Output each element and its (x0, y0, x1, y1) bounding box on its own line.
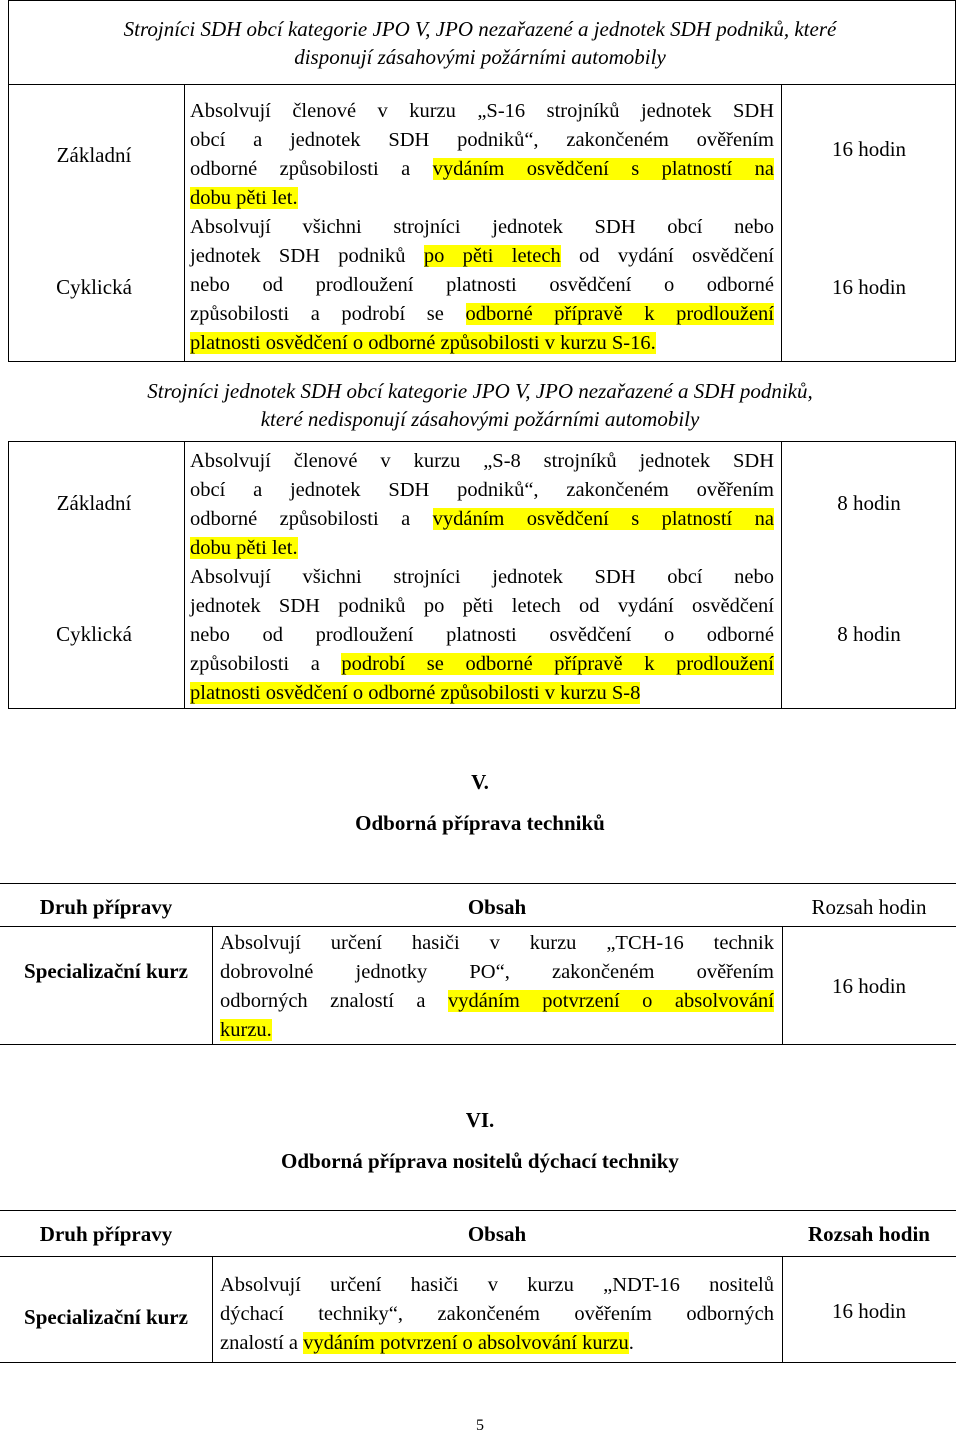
row-label: Specializační kurz (24, 959, 188, 983)
row-label: Specializační kurz (24, 1305, 188, 1329)
rule (781, 84, 782, 362)
row-label: Základní (56, 491, 132, 515)
content-text: Absolvují členové v kurzu „S-8 strojníků jednotek SDH obcí a jednotek SDH podniků“, zakončeném ověřením odborné způsobilosti a vydáním osvědčení s platností na dobu pěti let. Absolvují všichni strojníci jednotek SDH obcí nebo jednotek SDH podniků po pěti letech od vydání osvědčení nebo od prodloužení platnosti osvědčení o odborné způsobilosti a podrobí se odborné přípravě k prodloužení platnosti osvědčení o odborné způsobilosti v kurzu S-8 (190, 450, 774, 704)
section-title: disponují zásahovými požárními automobily (294, 45, 666, 69)
section-title: Strojníci jednotek SDH obcí kategorie JPO V, JPO nezařazené a SDH podniků, (147, 379, 813, 403)
rule (212, 926, 213, 1045)
hours-value: 16 hodin (831, 1299, 907, 1323)
rule (781, 441, 782, 709)
content-text: Absolvují určení hasiči v kurzu „TCH-16 technik dobrovolné jednotky PO“, zakončeném ověřením odborných znalostí a vydáním potvrzení o absolvování kurzu. (220, 932, 774, 1041)
content-text: Absolvují členové v kurzu „S-16 strojníků jednotek SDH obcí a jednotek SDH podniků“, zakončeném ověřením odborné způsobilosti a vydáním osvědčení s platností na dobu pěti let. Absolvují všichni strojníci jednotek SDH obcí nebo jednotek SDH podniků po pěti letech od vydání osvědčení nebo od prodloužení platnosti osvědčení o odborné způsobilosti a podrobí se odborné přípravě k prodloužení platnosti osvědčení o odborné způsobilosti v kurzu S-16. (190, 100, 774, 354)
section-title: které nedisponují zásahovými požárními automobily (260, 407, 700, 431)
hours-value: 16 hodin (831, 974, 907, 998)
rule (0, 1256, 956, 1257)
column-header: Rozsah hodin (811, 895, 927, 919)
section-number: V. (471, 770, 489, 794)
section-title: Strojníci SDH obcí kategorie JPO V, JPO nezařazené a jednotek SDH podniků, které (123, 17, 837, 41)
column-header: Rozsah hodin (808, 1222, 930, 1246)
hours-value: 8 hodin (837, 622, 901, 646)
rule (184, 84, 185, 362)
column-header: Druh přípravy (39, 895, 173, 919)
column-header: Obsah (467, 895, 527, 919)
row-label: Základní (56, 143, 132, 167)
row-label: Cyklická (56, 275, 132, 299)
section-number: VI. (465, 1108, 495, 1132)
rule (184, 441, 185, 709)
hours-value: 16 hodin (831, 275, 907, 299)
row-label: Cyklická (56, 622, 132, 646)
column-header: Obsah (467, 1222, 527, 1246)
hours-value: 16 hodin (831, 137, 907, 161)
section-heading: Odborná příprava nositelů dýchací techniky (281, 1149, 679, 1173)
hours-value: 8 hodin (837, 491, 901, 515)
page-number: 5 (476, 1417, 484, 1434)
column-header: Druh přípravy (39, 1222, 173, 1246)
content-text: Absolvují určení hasiči v kurzu „NDT-16 nositelů dýchací techniky“, zakončeném ověřením odborných znalostí a vydáním potvrzení o absolvování kurzu. (220, 1274, 774, 1354)
rule (0, 926, 956, 927)
rule (212, 1256, 213, 1363)
section-heading: Odborná příprava techniků (355, 811, 605, 835)
rule (8, 84, 956, 85)
